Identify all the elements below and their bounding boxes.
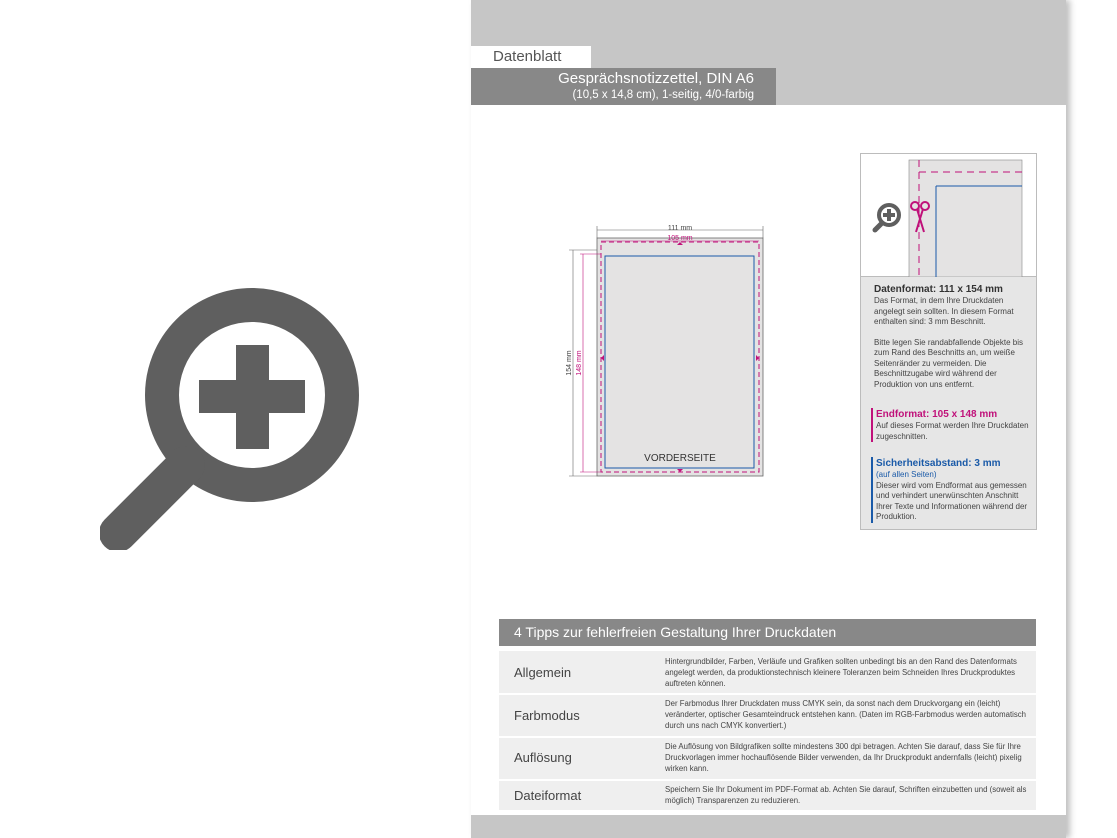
end-format-heading: Endformat: 105 x 148 mm <box>876 409 998 420</box>
small-zoom-icon[interactable] <box>872 202 902 234</box>
tip-row-resolution <box>499 738 1036 779</box>
data-format-info <box>874 283 1034 390</box>
zoom-in-icon[interactable] <box>100 285 360 550</box>
height-data-label: 154 mm <box>566 350 573 376</box>
tip-text: Hintergrundbilder, Farben, Verläufe und Grafiken sollten unbedingt bis an den Rand des Datenformats angelegt werden, da produktionstechnisch kleinere Toleranzen beim Schneiden Ihres Druckproduktes auftreten können. <box>665 657 1017 688</box>
width-final-label: 105 mm <box>667 235 693 242</box>
tip-label: Auflösung <box>514 750 572 765</box>
data-format-text: Das Format, in dem Ihre Druckdaten angelegt sein sollten. In diesem Format enthalten sind: 3 mm Beschnitt. <box>874 296 1014 326</box>
safety-distance-subheading: (auf allen Seiten) <box>876 470 937 479</box>
product-title-box <box>471 68 776 105</box>
tips-title: 4 Tipps zur fehlerfreien Gestaltung Ihrer Druckdaten <box>499 619 1036 646</box>
product-subtitle: (10,5 x 14,8 cm), 1-seitig, 4/0-farbig <box>572 89 754 101</box>
end-format-info <box>871 408 1031 442</box>
safety-distance-info <box>871 457 1031 523</box>
safety-distance-heading: Sicherheitsabstand: 3 mm <box>876 458 1001 469</box>
corner-preview <box>861 154 1036 277</box>
format-diagram <box>556 220 776 482</box>
side-label: VORDERSEITE <box>644 453 716 464</box>
product-title: Gesprächsnotizzettel, DIN A6 <box>558 70 754 87</box>
data-format-rect <box>597 238 763 476</box>
tip-label: Allgemein <box>514 665 572 680</box>
tip-row-file-format <box>499 781 1036 810</box>
tip-row-general <box>499 651 1036 693</box>
datasheet-tab-label: Datenblatt <box>471 46 591 68</box>
tip-text: Die Auflösung von Bildgrafiken sollte mindestens 300 dpi betragen. Achten Sie darauf, dass Sie für Ihre Druckvorlagen immer hochauflösende Bilder verwenden, da Ihr Druckprodukt andernfalls (leicht) pixelig wirken kann. <box>665 742 1022 773</box>
end-format-text: Auf dieses Format werden Ihre Druckdaten zugeschnitten. <box>876 421 1029 441</box>
width-data-label: 111 mm <box>667 225 693 232</box>
data-format-text2: Bitte legen Sie randabfallende Objekte bis zum Rand des Beschnitts an, um weiße Seitenränder zu vermeiden. Die Beschnittzugabe wird während der Produktion von uns entfernt. <box>874 337 1023 389</box>
tip-label: Farbmodus <box>514 708 580 723</box>
tip-row-color-mode <box>499 695 1036 736</box>
page-footer <box>471 815 1066 838</box>
data-format-heading: Datenformat: 111 x 154 mm <box>874 284 1003 295</box>
height-final-label: 148 mm <box>576 350 583 376</box>
datasheet-page <box>471 0 1066 838</box>
tip-text: Speichern Sie Ihr Dokument im PDF-Format ab. Achten Sie darauf, Schriften einzubetten und (soweit als möglich) Transparenzen zu reduzieren. <box>665 785 1027 805</box>
scissors-icon <box>910 200 930 234</box>
format-info-panel <box>860 153 1037 530</box>
tip-label: Dateiformat <box>514 788 582 803</box>
tip-text: Der Farbmodus Ihrer Druckdaten muss CMYK sein, da sonst nach dem Druckvorgang ein (leicht) veränderter, optischer Gesamteindruck entstehen kann. (Daten im RGB-Farbmodus werden automatisch durch uns nach CMYK konvertiert.) <box>665 699 1026 730</box>
safety-distance-text: Dieser wird vom Endformat aus gemessen und verhindert unerwünschten Anschnitt Ihrer Texte und Informationen während der Produktion. <box>876 480 1028 521</box>
